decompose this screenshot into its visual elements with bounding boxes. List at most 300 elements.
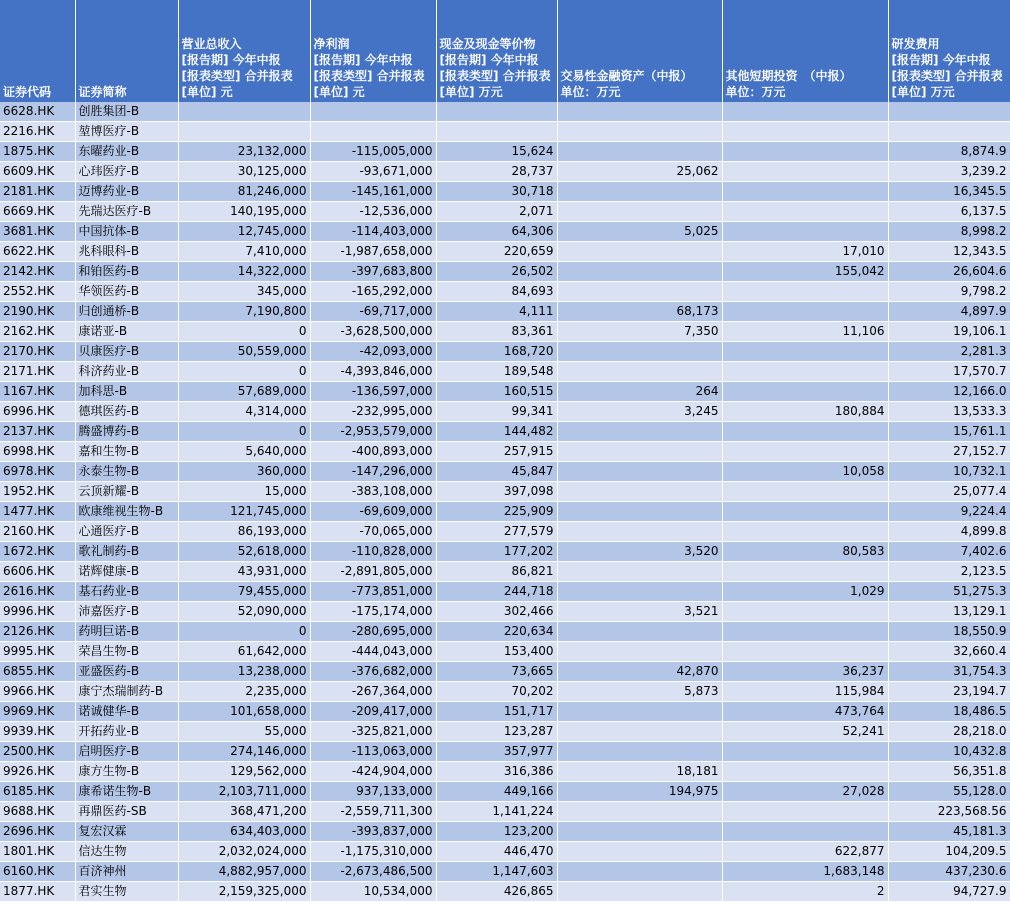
cell-net-profit[interactable]: -136,597,000 bbox=[310, 382, 436, 402]
cell-other-short-term-investments[interactable] bbox=[722, 422, 888, 442]
cell-cash-equivalents[interactable]: 83,361 bbox=[436, 322, 557, 342]
cell-stock-name[interactable]: 康方生物-B bbox=[75, 762, 178, 782]
cell-other-short-term-investments[interactable]: 473,764 bbox=[722, 702, 888, 722]
cell-rd-expenses[interactable] bbox=[888, 122, 1010, 142]
cell-rd-expenses[interactable]: 4,899.8 bbox=[888, 522, 1010, 542]
cell-stock-code[interactable]: 6996.HK bbox=[0, 402, 75, 422]
cell-other-short-term-investments[interactable] bbox=[722, 122, 888, 142]
cell-cash-equivalents[interactable]: 426,865 bbox=[436, 882, 557, 902]
cell-cash-equivalents[interactable]: 160,515 bbox=[436, 382, 557, 402]
cell-cash-equivalents[interactable]: 2,071 bbox=[436, 202, 557, 222]
cell-stock-code[interactable]: 2696.HK bbox=[0, 822, 75, 842]
cell-total-revenue[interactable]: 634,403,000 bbox=[178, 822, 310, 842]
cell-stock-name[interactable]: 心通医疗-B bbox=[75, 522, 178, 542]
cell-total-revenue[interactable]: 86,193,000 bbox=[178, 522, 310, 542]
cell-stock-name[interactable]: 欧康维视生物-B bbox=[75, 502, 178, 522]
cell-rd-expenses[interactable] bbox=[888, 102, 1010, 122]
cell-cash-equivalents[interactable]: 26,502 bbox=[436, 262, 557, 282]
cell-other-short-term-investments[interactable]: 622,877 bbox=[722, 842, 888, 862]
cell-total-revenue[interactable]: 15,000 bbox=[178, 482, 310, 502]
cell-stock-name[interactable]: 君实生物 bbox=[75, 882, 178, 902]
cell-stock-name[interactable]: 诺辉健康-B bbox=[75, 562, 178, 582]
cell-cash-equivalents[interactable]: 446,470 bbox=[436, 842, 557, 862]
cell-stock-code[interactable]: 2162.HK bbox=[0, 322, 75, 342]
cell-net-profit[interactable]: -69,609,000 bbox=[310, 502, 436, 522]
cell-rd-expenses[interactable]: 56,351.8 bbox=[888, 762, 1010, 782]
cell-total-revenue[interactable]: 2,032,024,000 bbox=[178, 842, 310, 862]
cell-stock-code[interactable]: 1477.HK bbox=[0, 502, 75, 522]
header-stock-name[interactable]: 证券简称 bbox=[75, 0, 178, 102]
cell-net-profit[interactable]: -175,174,000 bbox=[310, 602, 436, 622]
header-rd-expenses[interactable]: 研发费用 [报告期] 今年中报 [报表类型] 合并报表 [单位] 万元 bbox=[888, 0, 1010, 102]
cell-cash-equivalents[interactable]: 73,665 bbox=[436, 662, 557, 682]
cell-rd-expenses[interactable]: 13,129.1 bbox=[888, 602, 1010, 622]
cell-rd-expenses[interactable]: 32,660.4 bbox=[888, 642, 1010, 662]
cell-net-profit[interactable]: -93,671,000 bbox=[310, 162, 436, 182]
cell-trading-financial-assets[interactable] bbox=[557, 502, 722, 522]
cell-cash-equivalents[interactable]: 277,579 bbox=[436, 522, 557, 542]
cell-cash-equivalents[interactable]: 99,341 bbox=[436, 402, 557, 422]
cell-stock-code[interactable]: 2216.HK bbox=[0, 122, 75, 142]
cell-stock-code[interactable]: 9995.HK bbox=[0, 642, 75, 662]
cell-stock-name[interactable]: 迈博药业-B bbox=[75, 182, 178, 202]
cell-other-short-term-investments[interactable] bbox=[722, 762, 888, 782]
cell-stock-name[interactable]: 再鼎医药-SB bbox=[75, 802, 178, 822]
cell-cash-equivalents[interactable]: 220,659 bbox=[436, 242, 557, 262]
cell-other-short-term-investments[interactable] bbox=[722, 742, 888, 762]
cell-total-revenue[interactable]: 50,559,000 bbox=[178, 342, 310, 362]
cell-trading-financial-assets[interactable] bbox=[557, 882, 722, 902]
cell-cash-equivalents[interactable]: 64,306 bbox=[436, 222, 557, 242]
cell-cash-equivalents[interactable]: 15,624 bbox=[436, 142, 557, 162]
cell-stock-name[interactable]: 康诺亚-B bbox=[75, 322, 178, 342]
cell-trading-financial-assets[interactable]: 68,173 bbox=[557, 302, 722, 322]
cell-stock-code[interactable]: 6609.HK bbox=[0, 162, 75, 182]
cell-cash-equivalents[interactable]: 86,821 bbox=[436, 562, 557, 582]
cell-stock-name[interactable]: 嘉和生物-B bbox=[75, 442, 178, 462]
header-total-revenue[interactable]: 营业总收入 [报告期] 今年中报 [报表类型] 合并报表 [单位] 元 bbox=[178, 0, 310, 102]
cell-total-revenue[interactable]: 7,190,800 bbox=[178, 302, 310, 322]
cell-cash-equivalents[interactable]: 151,717 bbox=[436, 702, 557, 722]
cell-total-revenue[interactable]: 360,000 bbox=[178, 462, 310, 482]
cell-total-revenue[interactable]: 14,322,000 bbox=[178, 262, 310, 282]
cell-stock-name[interactable]: 兆科眼科-B bbox=[75, 242, 178, 262]
cell-net-profit[interactable]: -114,403,000 bbox=[310, 222, 436, 242]
cell-total-revenue[interactable]: 4,314,000 bbox=[178, 402, 310, 422]
cell-rd-expenses[interactable]: 28,218.0 bbox=[888, 722, 1010, 742]
cell-net-profit[interactable]: -115,005,000 bbox=[310, 142, 436, 162]
cell-total-revenue[interactable]: 55,000 bbox=[178, 722, 310, 742]
cell-rd-expenses[interactable]: 2,281.3 bbox=[888, 342, 1010, 362]
cell-net-profit[interactable]: -444,043,000 bbox=[310, 642, 436, 662]
cell-rd-expenses[interactable]: 18,550.9 bbox=[888, 622, 1010, 642]
cell-trading-financial-assets[interactable]: 7,350 bbox=[557, 322, 722, 342]
cell-stock-code[interactable]: 2170.HK bbox=[0, 342, 75, 362]
cell-net-profit[interactable]: -232,995,000 bbox=[310, 402, 436, 422]
cell-cash-equivalents[interactable]: 4,111 bbox=[436, 302, 557, 322]
cell-trading-financial-assets[interactable] bbox=[557, 342, 722, 362]
cell-other-short-term-investments[interactable]: 115,984 bbox=[722, 682, 888, 702]
cell-other-short-term-investments[interactable]: 1,029 bbox=[722, 582, 888, 602]
cell-stock-name[interactable]: 和铂医药-B bbox=[75, 262, 178, 282]
cell-cash-equivalents[interactable] bbox=[436, 122, 557, 142]
header-stock-code[interactable]: 证券代码 bbox=[0, 0, 75, 102]
cell-rd-expenses[interactable]: 9,224.4 bbox=[888, 502, 1010, 522]
cell-other-short-term-investments[interactable] bbox=[722, 502, 888, 522]
cell-net-profit[interactable]: -397,683,800 bbox=[310, 262, 436, 282]
cell-cash-equivalents[interactable]: 45,847 bbox=[436, 462, 557, 482]
cell-trading-financial-assets[interactable]: 18,181 bbox=[557, 762, 722, 782]
cell-total-revenue[interactable] bbox=[178, 102, 310, 122]
cell-total-revenue[interactable]: 52,090,000 bbox=[178, 602, 310, 622]
cell-rd-expenses[interactable]: 19,106.1 bbox=[888, 322, 1010, 342]
cell-rd-expenses[interactable]: 10,732.1 bbox=[888, 462, 1010, 482]
cell-total-revenue[interactable]: 4,882,957,000 bbox=[178, 862, 310, 882]
cell-rd-expenses[interactable]: 7,402.6 bbox=[888, 542, 1010, 562]
cell-stock-name[interactable]: 康宁杰瑞制药-B bbox=[75, 682, 178, 702]
cell-stock-code[interactable]: 2181.HK bbox=[0, 182, 75, 202]
cell-stock-code[interactable]: 1877.HK bbox=[0, 882, 75, 902]
cell-net-profit[interactable]: -376,682,000 bbox=[310, 662, 436, 682]
cell-cash-equivalents[interactable]: 244,718 bbox=[436, 582, 557, 602]
cell-total-revenue[interactable]: 43,931,000 bbox=[178, 562, 310, 582]
cell-rd-expenses[interactable]: 3,239.2 bbox=[888, 162, 1010, 182]
cell-cash-equivalents[interactable]: 397,098 bbox=[436, 482, 557, 502]
cell-other-short-term-investments[interactable]: 36,237 bbox=[722, 662, 888, 682]
cell-rd-expenses[interactable]: 8,874.9 bbox=[888, 142, 1010, 162]
cell-net-profit[interactable]: -424,904,000 bbox=[310, 762, 436, 782]
cell-other-short-term-investments[interactable] bbox=[722, 102, 888, 122]
cell-other-short-term-investments[interactable] bbox=[722, 202, 888, 222]
cell-other-short-term-investments[interactable] bbox=[722, 562, 888, 582]
cell-net-profit[interactable]: -2,673,486,500 bbox=[310, 862, 436, 882]
cell-other-short-term-investments[interactable] bbox=[722, 162, 888, 182]
cell-trading-financial-assets[interactable] bbox=[557, 182, 722, 202]
cell-trading-financial-assets[interactable] bbox=[557, 842, 722, 862]
cell-trading-financial-assets[interactable]: 42,870 bbox=[557, 662, 722, 682]
cell-stock-code[interactable]: 2142.HK bbox=[0, 262, 75, 282]
cell-stock-name[interactable]: 沛嘉医疗-B bbox=[75, 602, 178, 622]
cell-stock-code[interactable]: 3681.HK bbox=[0, 222, 75, 242]
cell-total-revenue[interactable]: 0 bbox=[178, 362, 310, 382]
cell-other-short-term-investments[interactable] bbox=[722, 622, 888, 642]
cell-stock-code[interactable]: 1801.HK bbox=[0, 842, 75, 862]
cell-cash-equivalents[interactable]: 220,634 bbox=[436, 622, 557, 642]
cell-net-profit[interactable]: -393,837,000 bbox=[310, 822, 436, 842]
cell-rd-expenses[interactable]: 6,137.5 bbox=[888, 202, 1010, 222]
cell-total-revenue[interactable]: 61,642,000 bbox=[178, 642, 310, 662]
cell-total-revenue[interactable]: 2,103,711,000 bbox=[178, 782, 310, 802]
cell-total-revenue[interactable]: 7,410,000 bbox=[178, 242, 310, 262]
cell-stock-code[interactable]: 2126.HK bbox=[0, 622, 75, 642]
cell-net-profit[interactable]: -400,893,000 bbox=[310, 442, 436, 462]
cell-stock-code[interactable]: 2171.HK bbox=[0, 362, 75, 382]
cell-total-revenue[interactable]: 368,471,200 bbox=[178, 802, 310, 822]
header-trading-financial-assets[interactable]: 交易性金融资产（中报） 单位：万元 bbox=[557, 0, 722, 102]
cell-other-short-term-investments[interactable]: 155,042 bbox=[722, 262, 888, 282]
cell-rd-expenses[interactable]: 31,754.3 bbox=[888, 662, 1010, 682]
cell-rd-expenses[interactable]: 27,152.7 bbox=[888, 442, 1010, 462]
cell-other-short-term-investments[interactable]: 27,028 bbox=[722, 782, 888, 802]
cell-stock-name[interactable]: 创胜集团-B bbox=[75, 102, 178, 122]
cell-stock-name[interactable]: 德琪医药-B bbox=[75, 402, 178, 422]
cell-rd-expenses[interactable]: 8,998.2 bbox=[888, 222, 1010, 242]
cell-rd-expenses[interactable]: 223,568.56 bbox=[888, 802, 1010, 822]
cell-stock-name[interactable]: 先瑞达医疗-B bbox=[75, 202, 178, 222]
cell-trading-financial-assets[interactable] bbox=[557, 742, 722, 762]
cell-cash-equivalents[interactable]: 123,287 bbox=[436, 722, 557, 742]
cell-stock-code[interactable]: 6669.HK bbox=[0, 202, 75, 222]
cell-trading-financial-assets[interactable]: 3,520 bbox=[557, 542, 722, 562]
cell-net-profit[interactable]: -325,821,000 bbox=[310, 722, 436, 742]
cell-total-revenue[interactable]: 57,689,000 bbox=[178, 382, 310, 402]
cell-other-short-term-investments[interactable]: 10,058 bbox=[722, 462, 888, 482]
cell-other-short-term-investments[interactable]: 17,010 bbox=[722, 242, 888, 262]
cell-trading-financial-assets[interactable]: 3,245 bbox=[557, 402, 722, 422]
cell-rd-expenses[interactable]: 15,761.1 bbox=[888, 422, 1010, 442]
cell-trading-financial-assets[interactable] bbox=[557, 522, 722, 542]
cell-other-short-term-investments[interactable] bbox=[722, 482, 888, 502]
header-other-short-term-investments[interactable]: 其他短期投资 （中报） 单位：万元 bbox=[722, 0, 888, 102]
cell-net-profit[interactable]: -4,393,846,000 bbox=[310, 362, 436, 382]
cell-net-profit[interactable]: -70,065,000 bbox=[310, 522, 436, 542]
cell-stock-code[interactable]: 9939.HK bbox=[0, 722, 75, 742]
cell-rd-expenses[interactable]: 25,077.4 bbox=[888, 482, 1010, 502]
cell-rd-expenses[interactable]: 23,194.7 bbox=[888, 682, 1010, 702]
cell-cash-equivalents[interactable]: 144,482 bbox=[436, 422, 557, 442]
cell-other-short-term-investments[interactable] bbox=[722, 222, 888, 242]
cell-trading-financial-assets[interactable]: 194,975 bbox=[557, 782, 722, 802]
cell-trading-financial-assets[interactable] bbox=[557, 702, 722, 722]
cell-other-short-term-investments[interactable] bbox=[722, 822, 888, 842]
cell-net-profit[interactable]: -2,891,805,000 bbox=[310, 562, 436, 582]
cell-trading-financial-assets[interactable]: 3,521 bbox=[557, 602, 722, 622]
cell-trading-financial-assets[interactable]: 25,062 bbox=[557, 162, 722, 182]
cell-total-revenue[interactable]: 2,235,000 bbox=[178, 682, 310, 702]
cell-stock-name[interactable]: 康希诺生物-B bbox=[75, 782, 178, 802]
cell-trading-financial-assets[interactable] bbox=[557, 862, 722, 882]
cell-stock-name[interactable]: 永泰生物-B bbox=[75, 462, 178, 482]
cell-stock-name[interactable]: 百济神州 bbox=[75, 862, 178, 882]
cell-cash-equivalents[interactable]: 1,147,603 bbox=[436, 862, 557, 882]
cell-stock-code[interactable]: 9688.HK bbox=[0, 802, 75, 822]
cell-rd-expenses[interactable]: 55,128.0 bbox=[888, 782, 1010, 802]
cell-stock-name[interactable]: 亚盛医药-B bbox=[75, 662, 178, 682]
cell-cash-equivalents[interactable]: 177,202 bbox=[436, 542, 557, 562]
cell-net-profit[interactable]: -280,695,000 bbox=[310, 622, 436, 642]
cell-stock-code[interactable]: 6628.HK bbox=[0, 102, 75, 122]
cell-stock-code[interactable]: 2190.HK bbox=[0, 302, 75, 322]
cell-stock-code[interactable]: 2552.HK bbox=[0, 282, 75, 302]
cell-net-profit[interactable]: -1,175,310,000 bbox=[310, 842, 436, 862]
cell-stock-code[interactable]: 6998.HK bbox=[0, 442, 75, 462]
cell-other-short-term-investments[interactable] bbox=[722, 642, 888, 662]
cell-trading-financial-assets[interactable] bbox=[557, 422, 722, 442]
cell-net-profit[interactable]: -1,987,658,000 bbox=[310, 242, 436, 262]
cell-stock-name[interactable]: 启明医疗-B bbox=[75, 742, 178, 762]
cell-cash-equivalents[interactable]: 316,386 bbox=[436, 762, 557, 782]
cell-stock-code[interactable]: 9926.HK bbox=[0, 762, 75, 782]
cell-cash-equivalents[interactable]: 257,915 bbox=[436, 442, 557, 462]
cell-stock-name[interactable]: 堃博医疗-B bbox=[75, 122, 178, 142]
cell-rd-expenses[interactable]: 104,209.5 bbox=[888, 842, 1010, 862]
header-net-profit[interactable]: 净利润 [报告期] 今年中报 [报表类型] 合并报表 [单位] 元 bbox=[310, 0, 436, 102]
cell-total-revenue[interactable]: 5,640,000 bbox=[178, 442, 310, 462]
cell-other-short-term-investments[interactable]: 1,683,148 bbox=[722, 862, 888, 882]
cell-net-profit[interactable]: -3,628,500,000 bbox=[310, 322, 436, 342]
cell-trading-financial-assets[interactable] bbox=[557, 722, 722, 742]
cell-cash-equivalents[interactable]: 302,466 bbox=[436, 602, 557, 622]
cell-rd-expenses[interactable]: 13,533.3 bbox=[888, 402, 1010, 422]
cell-stock-name[interactable]: 贝康医疗-B bbox=[75, 342, 178, 362]
cell-trading-financial-assets[interactable] bbox=[557, 582, 722, 602]
cell-net-profit[interactable] bbox=[310, 122, 436, 142]
cell-net-profit[interactable]: -2,953,579,000 bbox=[310, 422, 436, 442]
cell-net-profit[interactable]: -145,161,000 bbox=[310, 182, 436, 202]
cell-other-short-term-investments[interactable]: 80,583 bbox=[722, 542, 888, 562]
cell-total-revenue[interactable] bbox=[178, 122, 310, 142]
cell-rd-expenses[interactable]: 12,166.0 bbox=[888, 382, 1010, 402]
cell-stock-name[interactable]: 信达生物 bbox=[75, 842, 178, 862]
cell-stock-name[interactable]: 开拓药业-B bbox=[75, 722, 178, 742]
cell-trading-financial-assets[interactable] bbox=[557, 242, 722, 262]
cell-net-profit[interactable]: -42,093,000 bbox=[310, 342, 436, 362]
cell-trading-financial-assets[interactable] bbox=[557, 202, 722, 222]
cell-cash-equivalents[interactable]: 28,737 bbox=[436, 162, 557, 182]
cell-trading-financial-assets[interactable] bbox=[557, 282, 722, 302]
cell-net-profit[interactable]: -2,559,711,300 bbox=[310, 802, 436, 822]
cell-total-revenue[interactable]: 140,195,000 bbox=[178, 202, 310, 222]
cell-stock-code[interactable]: 6185.HK bbox=[0, 782, 75, 802]
cell-other-short-term-investments[interactable]: 11,106 bbox=[722, 322, 888, 342]
cell-cash-equivalents[interactable] bbox=[436, 102, 557, 122]
cell-cash-equivalents[interactable]: 153,400 bbox=[436, 642, 557, 662]
cell-cash-equivalents[interactable]: 30,718 bbox=[436, 182, 557, 202]
cell-total-revenue[interactable]: 30,125,000 bbox=[178, 162, 310, 182]
cell-stock-name[interactable]: 药明巨诺-B bbox=[75, 622, 178, 642]
cell-stock-code[interactable]: 6606.HK bbox=[0, 562, 75, 582]
cell-stock-name[interactable]: 中国抗体-B bbox=[75, 222, 178, 242]
cell-stock-name[interactable]: 诺诚健华-B bbox=[75, 702, 178, 722]
cell-net-profit[interactable]: 937,133,000 bbox=[310, 782, 436, 802]
cell-other-short-term-investments[interactable]: 52,241 bbox=[722, 722, 888, 742]
cell-net-profit[interactable]: -209,417,000 bbox=[310, 702, 436, 722]
cell-total-revenue[interactable]: 79,455,000 bbox=[178, 582, 310, 602]
cell-net-profit[interactable]: -383,108,000 bbox=[310, 482, 436, 502]
cell-rd-expenses[interactable]: 26,604.6 bbox=[888, 262, 1010, 282]
cell-total-revenue[interactable]: 129,562,000 bbox=[178, 762, 310, 782]
cell-trading-financial-assets[interactable] bbox=[557, 642, 722, 662]
header-cash-equivalents[interactable]: 现金及现金等价物 [报告期] 今年中报 [报表类型] 合并报表 [单位] 万元 bbox=[436, 0, 557, 102]
cell-trading-financial-assets[interactable] bbox=[557, 142, 722, 162]
cell-rd-expenses[interactable]: 2,123.5 bbox=[888, 562, 1010, 582]
cell-total-revenue[interactable]: 2,159,325,000 bbox=[178, 882, 310, 902]
cell-trading-financial-assets[interactable] bbox=[557, 822, 722, 842]
cell-net-profit[interactable]: -147,296,000 bbox=[310, 462, 436, 482]
cell-rd-expenses[interactable]: 10,432.8 bbox=[888, 742, 1010, 762]
cell-total-revenue[interactable]: 81,246,000 bbox=[178, 182, 310, 202]
cell-net-profit[interactable]: -69,717,000 bbox=[310, 302, 436, 322]
cell-other-short-term-investments[interactable] bbox=[722, 442, 888, 462]
cell-trading-financial-assets[interactable] bbox=[557, 442, 722, 462]
cell-net-profit[interactable]: -110,828,000 bbox=[310, 542, 436, 562]
cell-other-short-term-investments[interactable] bbox=[722, 362, 888, 382]
cell-rd-expenses[interactable]: 17,570.7 bbox=[888, 362, 1010, 382]
cell-stock-code[interactable]: 2616.HK bbox=[0, 582, 75, 602]
cell-trading-financial-assets[interactable] bbox=[557, 102, 722, 122]
cell-rd-expenses[interactable]: 18,486.5 bbox=[888, 702, 1010, 722]
cell-net-profit[interactable]: -113,063,000 bbox=[310, 742, 436, 762]
cell-cash-equivalents[interactable]: 84,693 bbox=[436, 282, 557, 302]
cell-trading-financial-assets[interactable] bbox=[557, 462, 722, 482]
cell-stock-name[interactable]: 歌礼制药-B bbox=[75, 542, 178, 562]
cell-total-revenue[interactable]: 274,146,000 bbox=[178, 742, 310, 762]
cell-rd-expenses[interactable]: 94,727.9 bbox=[888, 882, 1010, 902]
cell-net-profit[interactable]: 10,534,000 bbox=[310, 882, 436, 902]
cell-trading-financial-assets[interactable]: 264 bbox=[557, 382, 722, 402]
cell-stock-code[interactable]: 2160.HK bbox=[0, 522, 75, 542]
cell-cash-equivalents[interactable]: 123,200 bbox=[436, 822, 557, 842]
cell-rd-expenses[interactable]: 437,230.6 bbox=[888, 862, 1010, 882]
cell-stock-code[interactable]: 6160.HK bbox=[0, 862, 75, 882]
cell-trading-financial-assets[interactable]: 5,873 bbox=[557, 682, 722, 702]
cell-stock-name[interactable]: 复宏汉霖 bbox=[75, 822, 178, 842]
cell-stock-code[interactable]: 2500.HK bbox=[0, 742, 75, 762]
cell-stock-code[interactable]: 9966.HK bbox=[0, 682, 75, 702]
cell-other-short-term-investments[interactable] bbox=[722, 602, 888, 622]
cell-net-profit[interactable]: -12,536,000 bbox=[310, 202, 436, 222]
cell-total-revenue[interactable]: 23,132,000 bbox=[178, 142, 310, 162]
cell-rd-expenses[interactable]: 12,343.5 bbox=[888, 242, 1010, 262]
cell-total-revenue[interactable]: 0 bbox=[178, 422, 310, 442]
cell-other-short-term-investments[interactable] bbox=[722, 342, 888, 362]
cell-stock-code[interactable]: 1167.HK bbox=[0, 382, 75, 402]
cell-net-profit[interactable]: -773,851,000 bbox=[310, 582, 436, 602]
cell-total-revenue[interactable]: 0 bbox=[178, 622, 310, 642]
cell-rd-expenses[interactable]: 45,181.3 bbox=[888, 822, 1010, 842]
cell-other-short-term-investments[interactable] bbox=[722, 142, 888, 162]
cell-trading-financial-assets[interactable] bbox=[557, 362, 722, 382]
cell-other-short-term-investments[interactable] bbox=[722, 522, 888, 542]
cell-total-revenue[interactable]: 101,658,000 bbox=[178, 702, 310, 722]
cell-total-revenue[interactable]: 0 bbox=[178, 322, 310, 342]
cell-other-short-term-investments[interactable]: 2 bbox=[722, 882, 888, 902]
cell-other-short-term-investments[interactable] bbox=[722, 182, 888, 202]
cell-rd-expenses[interactable]: 51,275.3 bbox=[888, 582, 1010, 602]
cell-cash-equivalents[interactable]: 1,141,224 bbox=[436, 802, 557, 822]
cell-other-short-term-investments[interactable] bbox=[722, 802, 888, 822]
cell-rd-expenses[interactable]: 9,798.2 bbox=[888, 282, 1010, 302]
cell-total-revenue[interactable]: 121,745,000 bbox=[178, 502, 310, 522]
cell-stock-name[interactable]: 华领医药-B bbox=[75, 282, 178, 302]
cell-cash-equivalents[interactable]: 225,909 bbox=[436, 502, 557, 522]
cell-stock-code[interactable]: 1952.HK bbox=[0, 482, 75, 502]
cell-stock-name[interactable]: 腾盛博药-B bbox=[75, 422, 178, 442]
cell-other-short-term-investments[interactable] bbox=[722, 282, 888, 302]
cell-cash-equivalents[interactable]: 357,977 bbox=[436, 742, 557, 762]
cell-trading-financial-assets[interactable] bbox=[557, 482, 722, 502]
cell-trading-financial-assets[interactable] bbox=[557, 122, 722, 142]
cell-stock-code[interactable]: 6978.HK bbox=[0, 462, 75, 482]
cell-stock-code[interactable]: 9996.HK bbox=[0, 602, 75, 622]
cell-stock-name[interactable]: 东曜药业-B bbox=[75, 142, 178, 162]
cell-trading-financial-assets[interactable] bbox=[557, 622, 722, 642]
cell-net-profit[interactable]: -165,292,000 bbox=[310, 282, 436, 302]
cell-cash-equivalents[interactable]: 189,548 bbox=[436, 362, 557, 382]
cell-other-short-term-investments[interactable] bbox=[722, 382, 888, 402]
cell-trading-financial-assets[interactable]: 5,025 bbox=[557, 222, 722, 242]
cell-stock-name[interactable]: 科济药业-B bbox=[75, 362, 178, 382]
